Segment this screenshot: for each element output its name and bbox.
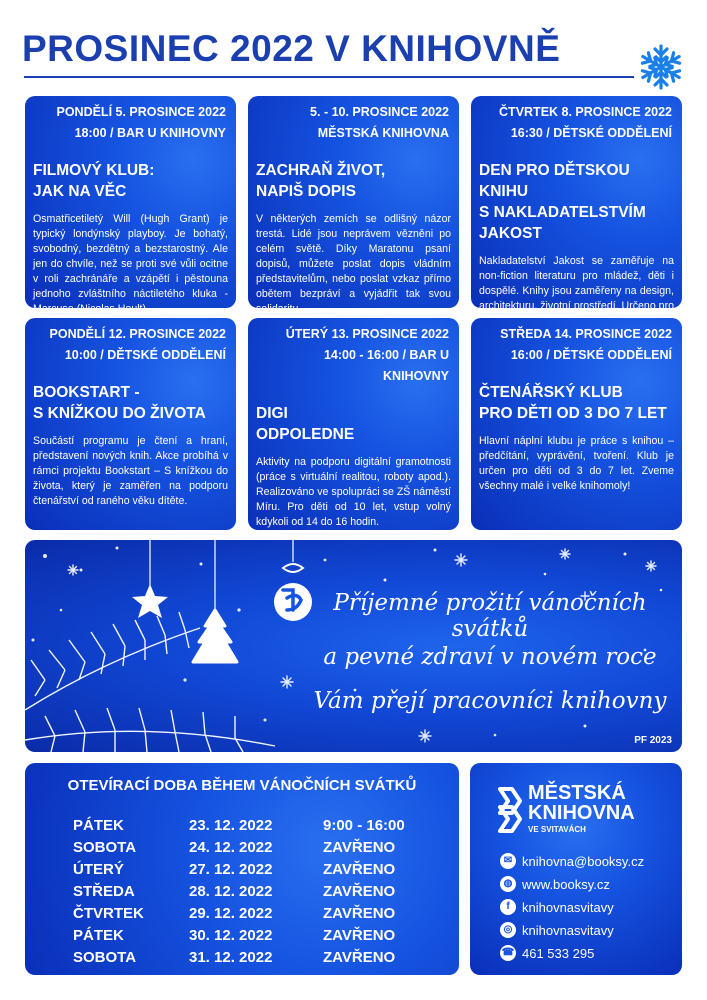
event-card-den-pro-detskou-knihu <box>471 96 682 312</box>
hours-date: 30. 12. 2022 <box>189 927 273 944</box>
globe-icon: ◍ <box>500 876 516 892</box>
event-date: ČTVRTEK 8. PROSINCE 2022 <box>499 105 672 119</box>
hours-day: PÁTEK <box>73 927 124 944</box>
event-card-ctenarsky-klub <box>471 318 682 530</box>
event-card-filmovy-klub <box>25 96 236 315</box>
hours-row <box>73 905 453 927</box>
event-title-line1: DEN PRO DĚTSKOU KNIHU <box>479 162 630 200</box>
event-description: Osmatřicetiletý Will (Hugh Grant) je typický londýnský playboy. Je bohatý, svobodný, bezdětný a bezstarostný. Ale jen do chvíle, než se proti své vůli ocitne v roli zachránáře a vzápětí i pěstouna jednoho zvláštního náctiletého kluka - Marcuse (Nicolas Hoult). <box>33 213 228 315</box>
opening-hours-panel <box>25 763 459 975</box>
hours-date: 31. 12. 2022 <box>189 949 273 966</box>
hours-date: 29. 12. 2022 <box>189 905 273 922</box>
event-description: Aktivity na podporu digitální gramotnosti (práce s virtuální realitou, roboty apod.). Realizováno ve spolupráci se ZŠ náměstí Míru. Pro děti od 10 let, vstup volný kdykoli od 14 do 16 hodin. <box>256 456 451 528</box>
event-date: ÚTERÝ 13. PROSINCE 2022 <box>285 327 449 341</box>
hours-row <box>73 817 453 839</box>
event-title-line2: S NAKLADATELSTVÍM JAKOST <box>479 204 646 242</box>
event-card-digi-odpoledne <box>248 318 459 530</box>
event-time-place: 14:00 - 16:00 / BAR U KNIHOVNY <box>323 348 449 383</box>
hours-row <box>73 861 453 883</box>
opening-hours-title: OTEVÍRACÍ DOBA BĚHEM VÁNOČNÍCH SVÁTKŮ <box>67 777 417 794</box>
page-title: PROSINEC 2022 V KNIHOVNĚ <box>22 28 561 69</box>
event-description: Nakladatelství Jakost se zaměřuje na non-fiction literaturu pro mládež, děti i dospělé. Knihy jsou zaměřeny na design, architekturu, životní prostředí. Určeno pro <box>479 255 674 312</box>
hours-time: ZAVŘENO <box>323 883 396 900</box>
hours-time: 9:00 - 16:00 <box>323 817 405 834</box>
snowflake-icon <box>636 42 686 92</box>
event-date: PONDĚLÍ 12. PROSINCE 2022 <box>49 327 226 341</box>
event-title-line2: PRO DĚTI OD 3 DO 7 LET <box>479 405 667 422</box>
event-title-line2: JAK NA VĚC <box>33 183 127 200</box>
hours-day: STŘEDA <box>73 883 135 900</box>
hours-day: SOBOTA <box>73 949 137 966</box>
hours-date: 23. 12. 2022 <box>189 817 273 834</box>
facebook-icon: f <box>500 899 516 915</box>
hours-row <box>73 839 453 861</box>
hours-date: 27. 12. 2022 <box>189 861 273 878</box>
event-title-line1: FILMOVÝ KLUB: <box>33 162 155 179</box>
greeting-line-2: a pevné zdraví v novém roce <box>323 644 657 670</box>
email-icon: ✉ <box>500 853 516 869</box>
christmas-greeting-banner <box>25 540 682 752</box>
event-description: V některých zemích se odlišný názor trestá. Lidé jsou neprávem vězněni po celém světě. Díky Maratonu psaní dopisů, můžete poslat dopis vládním představitelům, nebo poslat vzkaz přímo obětem bezpráví a vyjádřit tak svou solidaritu. <box>256 213 451 315</box>
event-title-line2: ODPOLEDNE <box>256 426 355 443</box>
event-date: 5. - 10. PROSINCE 2022 <box>310 105 449 119</box>
hours-day: PÁTEK <box>73 817 124 834</box>
hours-time: ZAVŘENO <box>323 927 396 944</box>
hours-day: ČTVRTEK <box>73 905 144 922</box>
pf-label: PF 2023 <box>634 735 672 746</box>
hours-date: 28. 12. 2022 <box>189 883 273 900</box>
contact-panel: MĚSTSKÁ KNIHOVNA VE SVITAVÁCH ✉ knihovna@booksy.cz ◍ www.booksy.cz f knihovnasvitavy ◎ knihovnasvitavy ☎ 461 533 295 <box>470 763 682 975</box>
hours-row <box>73 949 453 971</box>
event-time-place: 16:00 / DĚTSKÉ ODDĚLENÍ <box>510 348 672 362</box>
instagram-icon: ◎ <box>500 922 516 938</box>
event-title-line1: ČTENÁŘSKÝ KLUB <box>479 384 623 401</box>
greeting-line-1: Příjemné prožití vánočních svátků <box>333 590 647 642</box>
event-time-place: 10:00 / DĚTSKÉ ODDĚLENÍ <box>64 348 226 362</box>
event-title-line1: DIGI <box>256 405 288 422</box>
event-title-line1: ZACHRAŇ ŽIVOT, <box>256 162 386 179</box>
hours-time: ZAVŘENO <box>323 861 396 878</box>
event-description: Hlavní náplní klubu je práce s knihou – předčítání, vyprávění, tvoření. Klub je určen pro děti od 3 do 7 let. Zveme všechny malé i velké knihomoly! <box>479 435 674 492</box>
event-card-zachran-zivot <box>248 96 459 315</box>
hours-row <box>73 927 453 949</box>
hours-date: 24. 12. 2022 <box>189 839 273 856</box>
event-time-place: MĚSTSKÁ KNIHOVNA <box>317 126 449 140</box>
hours-time: ZAVŘENO <box>323 905 396 922</box>
greeting-line-3: Vám přejí pracovníci knihovny <box>313 688 667 714</box>
event-title-line1: BOOKSTART - <box>33 384 140 401</box>
event-date: STŘEDA 14. PROSINCE 2022 <box>500 327 672 341</box>
event-title-line2: NAPIŠ DOPIS <box>256 183 356 200</box>
hours-day: ÚTERÝ <box>73 861 124 878</box>
hours-time: ZAVŘENO <box>323 949 396 966</box>
event-time-place: 18:00 / BAR U KNIHOVNY <box>74 126 226 140</box>
library-logo-subtitle: VE SVITAVÁCH <box>528 825 586 834</box>
hours-day: SOBOTA <box>73 839 137 856</box>
phone-icon: ☎ <box>500 945 516 961</box>
event-description: Součástí programu je čtení a hraní, představení nových knih. Akce probíhá v rámci projektu Bookstart – S knížkou do života, který je zaměřen na podporu čtenářství od raného věku dítěte. <box>33 435 228 507</box>
event-title-line2: S KNÍŽKOU DO ŽIVOTA <box>33 405 206 422</box>
title-underline <box>24 76 634 78</box>
library-logo-text: MĚSTSKÁ KNIHOVNA <box>528 782 635 824</box>
event-date: PONDĚLÍ 5. PROSINCE 2022 <box>56 105 226 119</box>
library-logo-icon <box>496 785 524 833</box>
hours-row <box>73 883 453 905</box>
event-card-bookstart <box>25 318 236 530</box>
hours-time: ZAVŘENO <box>323 839 396 856</box>
event-time-place: 16:30 / DĚTSKÉ ODDĚLENÍ <box>510 126 672 140</box>
